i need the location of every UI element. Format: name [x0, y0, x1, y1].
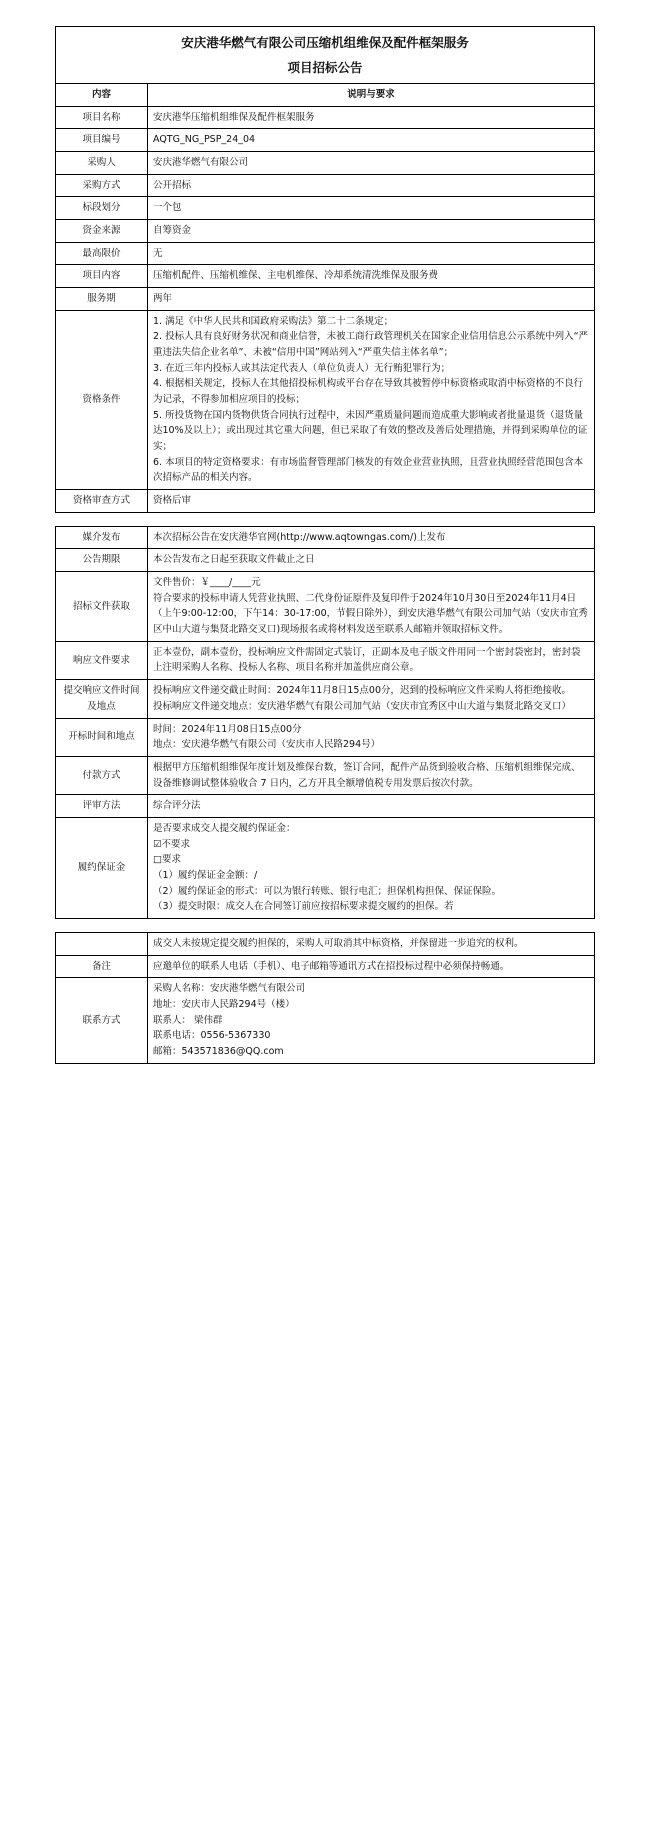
- qualification-item: 6. 本项目的特定资格要求：有市场监督管理部门核发的有效企业营业执照，且营业执照经营范围包含本次招标产品的相关内容。: [153, 456, 584, 484]
- table-row-evaluation: [56, 795, 595, 818]
- row-value: [148, 641, 595, 679]
- checkbox-not-required[interactable]: ☑不要求: [153, 838, 191, 850]
- row-value: [148, 718, 595, 756]
- row-value: [148, 978, 595, 1063]
- table-row-qualification: [56, 310, 595, 489]
- qualification-item: 1. 满足《中华人民共和国政府采购法》第二十二条规定；: [153, 315, 394, 327]
- row-value: [148, 526, 595, 549]
- row-value: AQTG_NG_PSP_24_04: [148, 129, 595, 152]
- row-value: [148, 756, 595, 794]
- row-value: 综合评分法: [148, 795, 595, 818]
- row-value: 安庆港华压缩机组维保及配件框架服务: [148, 106, 595, 129]
- table-gap-1: [55, 513, 595, 526]
- title-line-2: 项目招标公告: [287, 60, 363, 75]
- row-value: [148, 932, 595, 955]
- qualification-item: 3. 在近三年内投标人或其法定代表人（单位负责人）无行贿犯罪行为；: [153, 362, 451, 374]
- qualification-item: 5. 所投货物在国内货物供货合同执行过程中，未因严重质量问题而造成重大影响或者批量退货（退货量达10%及以上）；或出现过其它重大问题，但已采取了有效的整改及善后处理措施，并得到采购单位的证实；: [153, 409, 588, 453]
- row-paragraph: 文件售价：￥____/____元: [153, 577, 261, 589]
- table-row: [56, 174, 595, 197]
- column-header-content: 内容: [56, 84, 148, 107]
- table-row: [56, 265, 595, 288]
- row-paragraph: 投标响应文件递交地点：安庆港华燃气有限公司加气站（安庆市宜秀区中山大道与集贤北路交叉口）: [153, 700, 572, 712]
- row-label: 最高限价: [56, 242, 148, 265]
- row-paragraph: 本公告发布之日起至获取文件截止之日: [153, 554, 315, 566]
- table-row-contact-info: [56, 978, 595, 1063]
- row-label: 资金来源: [56, 220, 148, 243]
- row-value: [148, 572, 595, 642]
- row-label: 服务期: [56, 288, 148, 311]
- table-row: [56, 288, 595, 311]
- row-paragraph: 地点：安庆港华燃气有限公司（安庆市人民路294号）: [153, 739, 381, 751]
- table-row-doc-acquisition: [56, 572, 595, 642]
- table-row-review-method: [56, 490, 595, 513]
- table-row: [56, 220, 595, 243]
- row-label: 招标文件获取: [56, 572, 148, 642]
- row-paragraph: 符合要求的投标申请人凭营业执照、二代身份证原件及复印件于2024年10月30日至2024年11月4日（上午9:00-12:00，下午14：30-17:00，节假日除外），到安庆港华燃气有限公司加气站（安庆市宜秀区中山大道与集贤北路交叉口)现场报名或将材料发送至联系人邮箱并领取招标文件。: [153, 592, 588, 636]
- row-label: 联系方式: [56, 978, 148, 1063]
- row-label: 资格条件: [56, 310, 148, 489]
- contact-email: 邮箱：543571836@QQ.com: [153, 1045, 284, 1057]
- row-label: 付款方式: [56, 756, 148, 794]
- table-row: [56, 526, 595, 549]
- row-paragraph: 本次招标公告在安庆港华官网(http://www.aqtowngas.com/)上发布: [153, 531, 446, 543]
- row-value: 两年: [148, 288, 595, 311]
- row-value: 压缩机配件、压缩机维保、主电机维保、冷却系统清洗维保及服务费: [148, 265, 595, 288]
- document-title: [56, 27, 595, 84]
- table-row: [56, 129, 595, 152]
- table-row-title: [56, 27, 595, 84]
- row-label: 采购方式: [56, 174, 148, 197]
- checkbox-required[interactable]: □要求: [153, 854, 181, 866]
- row-value: [148, 955, 595, 978]
- row-label: 评审方法: [56, 795, 148, 818]
- row-paragraph: 时间：2024年11月08日15点00分: [153, 723, 302, 735]
- row-label: 采购人: [56, 152, 148, 175]
- table-row-remarks: [56, 955, 595, 978]
- announcement-table-contact: [55, 932, 595, 1064]
- table-row: [56, 549, 595, 572]
- contact-address: 地址：安庆市人民路294号（楼）: [153, 998, 295, 1010]
- row-paragraph: 正本壹份，副本壹份，投标响应文件需固定式装订，正副本及电子版文件用同一个密封袋密封，密封袋上注明采购人名称、投标人名称、项目名称并加盖供应商公章。: [153, 646, 581, 674]
- column-header-description: 说明与要求: [148, 84, 595, 107]
- row-value: [148, 817, 595, 918]
- table-row-bond-continued: [56, 932, 595, 955]
- row-paragraph: 是否要求成交人提交履约保证金：: [153, 822, 296, 834]
- row-label: 项目名称: [56, 106, 148, 129]
- table-header-row: [56, 84, 595, 107]
- row-value: 一个包: [148, 197, 595, 220]
- row-label: 备注: [56, 955, 148, 978]
- table-row-submission: [56, 680, 595, 718]
- row-label: 媒介发布: [56, 526, 148, 549]
- row-value: 自筹资金: [148, 220, 595, 243]
- row-paragraph: 投标响应文件递交截止时间：2024年11月8日15点00分，迟到的投标响应文件采购人将拒绝接收。: [153, 685, 571, 697]
- table-row: [56, 197, 595, 220]
- qualification-list: [148, 310, 595, 489]
- row-paragraph: 应邀单位的联系人电话（手机）、电子邮箱等通讯方式在招投标过程中必须保持畅通。: [153, 960, 510, 972]
- row-value: 安庆港华燃气有限公司: [148, 152, 595, 175]
- row-paragraph: 成交人未按规定提交履约担保的，采购人可取消其中标资格，并保留进一步追究的权利。: [153, 937, 524, 949]
- table-row: [56, 242, 595, 265]
- row-paragraph: （1）履约保证金金额：/: [153, 869, 258, 881]
- qualification-item: 4. 根据相关规定，投标人在其他招投标机构或平台存在导致其被暂停中标资格或取消中标资格的不良行为记录，不得参加相应项目的投标；: [153, 378, 584, 406]
- table-row-payment: [56, 756, 595, 794]
- table-row-response-doc: [56, 641, 595, 679]
- announcement-table-main: [55, 26, 595, 513]
- table-row: [56, 152, 595, 175]
- row-label: [56, 932, 148, 955]
- row-label: 项目编号: [56, 129, 148, 152]
- table-row-performance-bond: [56, 817, 595, 918]
- row-label: 项目内容: [56, 265, 148, 288]
- row-label: 公告期限: [56, 549, 148, 572]
- title-line-1: 安庆港华燃气有限公司压缩机组维保及配件框架服务: [181, 35, 469, 50]
- contact-phone: 联系电话：0556-5367330: [153, 1030, 271, 1042]
- row-paragraph: （2）履约保证金的形式：可以为银行转账、银行电汇；担保机构担保、保证保险。: [153, 885, 502, 897]
- announcement-table-process: [55, 526, 595, 919]
- row-label: 标段划分: [56, 197, 148, 220]
- row-label: 开标时间和地点: [56, 718, 148, 756]
- row-label: 履约保证金: [56, 817, 148, 918]
- contact-person: 联系人： 梁伟群: [153, 1014, 223, 1026]
- row-value: 公开招标: [148, 174, 595, 197]
- row-label: 资格审查方式: [56, 490, 148, 513]
- table-row-bid-opening: [56, 718, 595, 756]
- row-paragraph: （3）提交时限：成交人在合同签订前应按招标要求提交履约的担保。若: [153, 901, 454, 913]
- row-value: [148, 549, 595, 572]
- qualification-item: 2. 投标人具有良好财务状况和商业信誉，未被工商行政管理机关在国家企业信用信息公示系统中列入“严重违法失信企业名单”、未被“信用中国”网站列入“严重失信主体名单”；: [153, 331, 589, 359]
- row-label: 提交响应文件时间及地点: [56, 680, 148, 718]
- row-value: 无: [148, 242, 595, 265]
- table-gap-2: [55, 919, 595, 932]
- contact-purchaser-name: 采购人名称：安庆港华燃气有限公司: [153, 983, 306, 995]
- table-row: [56, 106, 595, 129]
- row-paragraph: 根据甲方压缩机组维保年度计划及维保台数，签订合同，配件产品货到验收合格、压缩机组维保完成、设备维修调试整体验收合 7 日内，乙方开具全额增值税专用发票后按次付款。: [153, 761, 581, 789]
- row-value: [148, 680, 595, 718]
- row-value: 资格后审: [148, 490, 595, 513]
- row-label: 响应文件要求: [56, 641, 148, 679]
